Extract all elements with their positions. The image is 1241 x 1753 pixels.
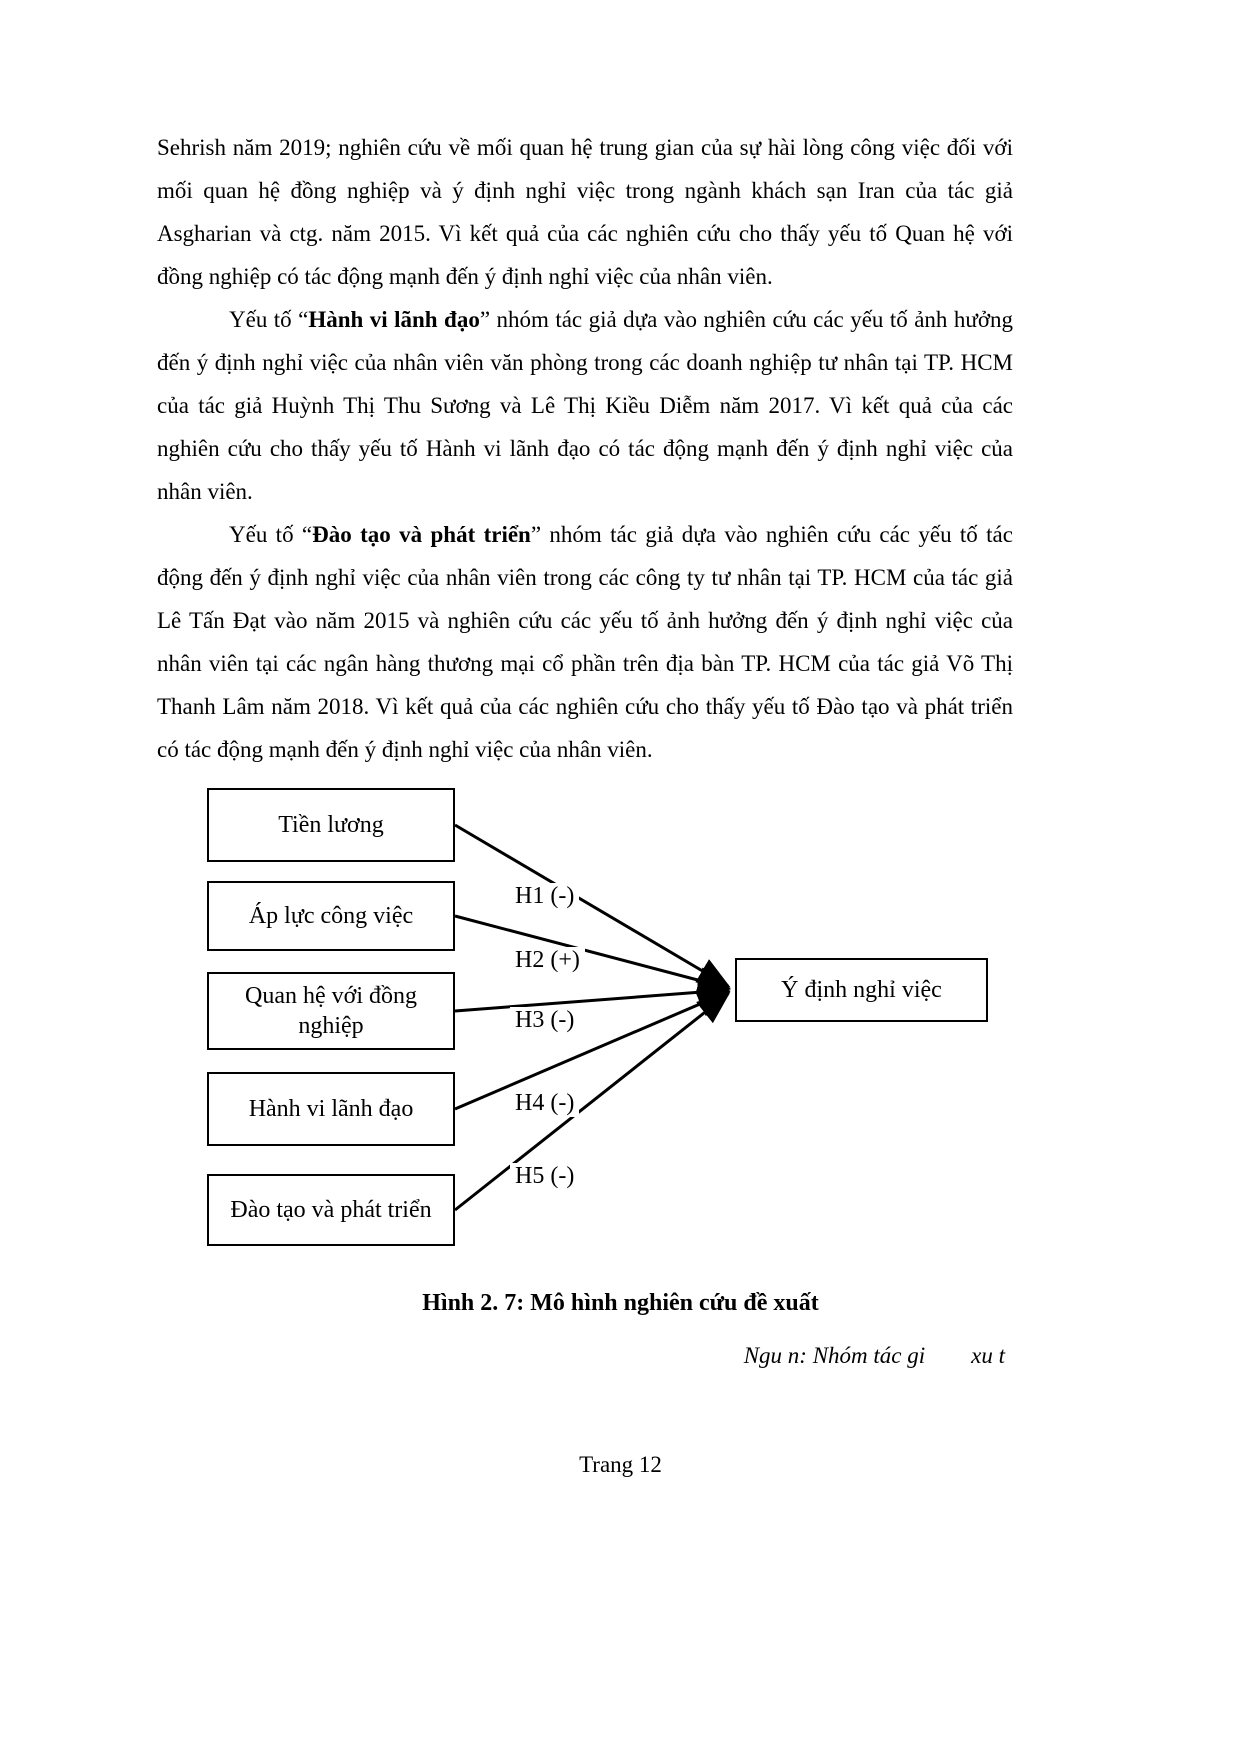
paragraph-text-pre: Yếu tố “ <box>229 522 313 547</box>
arrow-lines <box>0 775 1241 1255</box>
factor-box-training <box>207 1174 455 1246</box>
paragraph-text-pre: Yếu tố “ <box>229 307 309 332</box>
hypothesis-label-h3: H3 (-) <box>510 1007 579 1034</box>
body-text <box>157 126 1013 771</box>
hypothesis-label-h2: H2 (+) <box>510 947 585 974</box>
factor-box-work-pressure <box>207 881 455 951</box>
factor-box-colleague-relation <box>207 972 455 1050</box>
hypothesis-label-h4: H4 (-) <box>510 1090 579 1117</box>
arrow-h4 <box>455 992 728 1109</box>
figure-source: Ngu n: Nhóm tác gi xu t <box>743 1343 1005 1368</box>
outcome-label: Ý định nghỉ việc <box>781 977 942 1003</box>
paragraph-training <box>157 513 1013 771</box>
bold-factor-leadership: Hành vi lãnh đạo <box>308 307 480 332</box>
factor-label: Áp lực công việc <box>248 903 414 929</box>
hypothesis-label-h5: H5 (-) <box>510 1163 579 1190</box>
paragraph-text-post: ” nhóm tác giả dựa vào nghiên cứu các yếu tố tác động đến ý định nghỉ việc của nhân viên trong các công ty tư nhân tại TP. HCM của tác giả Lê Tấn Đạt vào năm 2015 và nghiên cứu các yếu tố ảnh hưởng đến ý định nghỉ việc của nhân viên tại các ngân hàng thương mại cổ phần trên địa bàn TP. HCM của tác giả Võ Thị Thanh Lâm năm 2018. Vì kết quả của các nghiên cứu cho thấy yếu tố Đào tạo và phát triển có tác động mạnh đến ý định nghỉ việc của nhân viên. <box>157 522 1013 762</box>
paragraph-text: Sehrish năm 2019; nghiên cứu về mối quan hệ trung gian của sự hài lòng công việc đối với mối quan hệ đồng nghiệp và ý định nghỉ việc trong ngành khách sạn Iran của tác giả Asgharian và ctg. năm 2015. Vì kết quả của các nghiên cứu cho thấy yếu tố Quan hệ với đồng nghiệp có tác động mạnh đến ý định nghỉ việc của nhân viên. <box>157 135 1013 289</box>
outcome-box-turnover-intention <box>735 958 988 1022</box>
factor-box-leadership <box>207 1072 455 1146</box>
factor-label: Đào tạo và phát triển <box>230 1197 432 1223</box>
figure-caption: Hình 2. 7: Mô hình nghiên cứu đề xuất <box>422 1290 819 1316</box>
page-number: Trang 12 <box>579 1452 662 1477</box>
figure-section <box>0 775 1241 1369</box>
arrow-h3 <box>455 990 728 1011</box>
paragraph-leadership <box>157 298 1013 513</box>
research-model-diagram <box>0 775 1241 1255</box>
factor-label: Quan hệ với đồng nghiệp <box>245 983 417 1039</box>
paragraph-text-post: ” nhóm tác giả dựa vào nghiên cứu các yếu tố ảnh hưởng đến ý định nghỉ việc của nhân viên văn phòng trong các doanh nghiệp tư nhân tại TP. HCM của tác giả Huỳnh Thị Thu Sương và Lê Thị Kiều Diễm năm 2017. Vì kết quả của các nghiên cứu cho thấy yếu tố Hành vi lãnh đạo có tác động mạnh đến ý định nghỉ việc của nhân viên. <box>157 307 1013 504</box>
factor-box-salary <box>207 788 455 862</box>
arrow-h5 <box>455 994 728 1210</box>
bold-factor-training: Đào tạo và phát triển <box>312 522 531 547</box>
arrow-h2 <box>455 916 728 988</box>
factor-label: Tiền lương <box>278 812 384 838</box>
arrow-h1 <box>455 825 728 986</box>
paragraph-colleague-relation <box>157 126 1013 298</box>
hypothesis-label-h1: H1 (-) <box>510 883 579 910</box>
factor-label: Hành vi lãnh đạo <box>248 1096 414 1122</box>
